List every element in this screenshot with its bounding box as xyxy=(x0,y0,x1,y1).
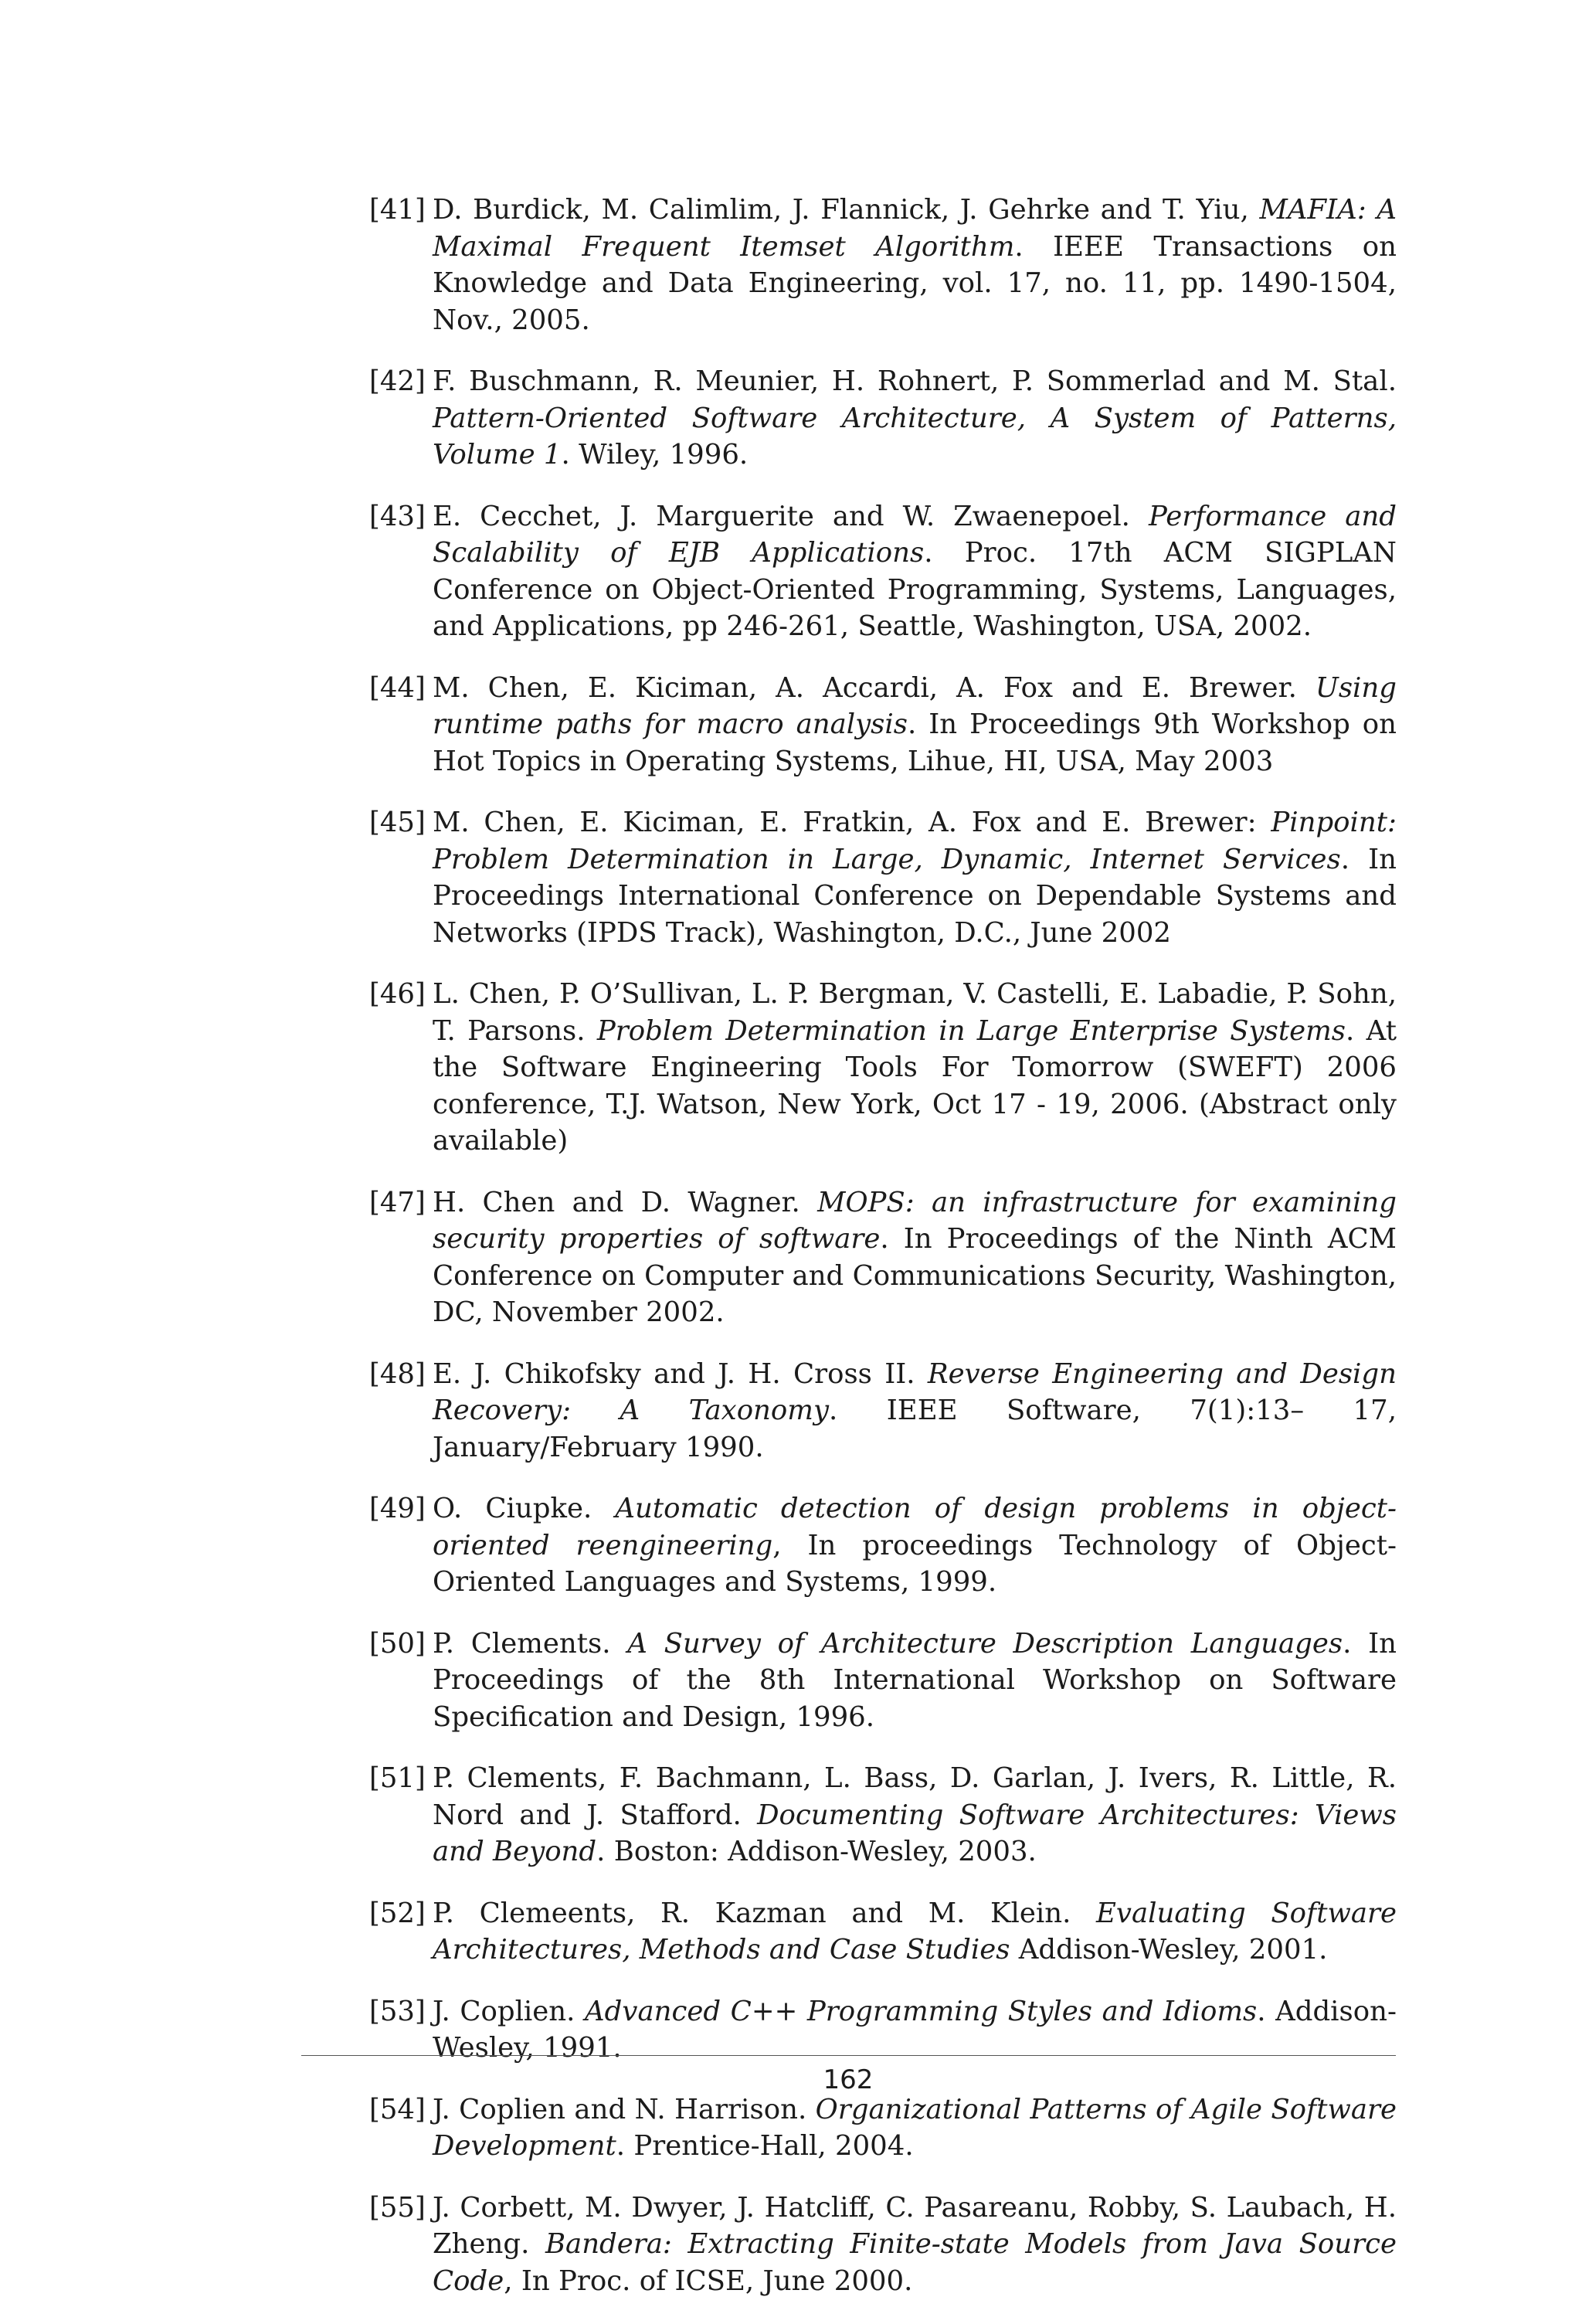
reference-title: Performance and Scalability of EJB Applications xyxy=(433,500,1397,569)
reference-details: , In Proc. of ICSE, June 2000. xyxy=(504,2265,913,2297)
reference-number: [49] xyxy=(369,1493,426,1524)
reference-number: [50] xyxy=(369,1627,426,1660)
reference-title: A Survey of Architecture Description Languages xyxy=(627,1627,1343,1660)
reference-title: Reverse Engineering and Design Recovery: A Taxonomy xyxy=(433,1357,1397,1426)
reference-details: . IEEE Transactions on Knowledge and Data Engineering, vol. 17, no. 11, pp. 1490-1504, Nov., 2005. xyxy=(433,230,1397,336)
reference-title: Problem Determination in Large Enterprise Systems xyxy=(596,1014,1346,1047)
reference-authors: P. Clements. xyxy=(433,1627,611,1660)
footer-divider xyxy=(301,2055,1396,2056)
reference-authors: O. Ciupke. xyxy=(433,1493,592,1524)
reference-details: , In proceedings Technology of Object-Oriented Languages and Systems, 1999. xyxy=(433,1529,1397,1598)
reference-title: Advanced C++ Programming Styles and Idioms xyxy=(585,1995,1258,2027)
reference-authors: E. Cecchet, J. Marguerite and W. Zwaenepoel. xyxy=(433,500,1130,532)
reference-details: . In Proceedings of the 8th International Workshop on Software Specification and Design, 1996. xyxy=(433,1627,1397,1733)
reference-number: [54] xyxy=(369,2093,426,2125)
reference-entry xyxy=(369,192,1397,338)
reference-authors: M. Chen, E. Kiciman, A. Accardi, A. Fox and E. Brewer. xyxy=(433,671,1297,704)
reference-details: . Proc. 17th ACM SIGPLAN Conference on Object-Oriented Programming, Systems, Languages, and Applications, pp 246-261, Seattle, Washington, USA, 2002. xyxy=(433,537,1397,642)
reference-number: [55] xyxy=(369,2191,426,2224)
reference-details: . IEEE Software, 7(1):13– 17, January/February 1990. xyxy=(433,1395,1397,1463)
reference-details: . Prentice-Hall, 2004. xyxy=(616,2130,914,2162)
reference-details: Addison-Wesley, 2001. xyxy=(1010,1934,1328,1966)
reference-details: . Wiley, 1996. xyxy=(561,439,749,471)
reference-details: . In Proceedings International Conference on Dependable Systems and Networks (IPDS Track), Washington, D.C., June 2002 xyxy=(433,843,1397,949)
reference-entry xyxy=(369,2190,1397,2300)
reference-entry xyxy=(369,670,1397,780)
reference-number: [43] xyxy=(369,500,426,532)
page-number: 162 xyxy=(823,2064,874,2095)
reference-authors: P. Clements, F. Bachmann, L. Bass, D. Garlan, J. Ivers, R. Little, R. Nord and J. Stafford. xyxy=(433,1762,1397,1831)
reference-entry xyxy=(369,1626,1397,1736)
reference-details: . Addison-Wesley, 1991. xyxy=(433,1995,1397,2064)
reference-details: . In Proceedings of the Ninth ACM Conference on Computer and Communications Security, Washington, DC, November 2002. xyxy=(433,1223,1397,1328)
reference-details: . In Proceedings 9th Workshop on Hot Topics in Operating Systems, Lihue, HI, USA, May 2003 xyxy=(433,708,1397,777)
reference-authors: M. Chen, E. Kiciman, E. Fratkin, A. Fox and E. Brewer: xyxy=(433,807,1257,838)
reference-number: [52] xyxy=(369,1897,426,1929)
reference-title: Documenting Software Architectures: Views and Beyond xyxy=(433,1799,1397,1867)
reference-entry xyxy=(369,976,1397,1160)
reference-number: [41] xyxy=(369,194,426,226)
reference-title: Automatic detection of design problems in object-oriented reengineering xyxy=(433,1493,1397,1561)
reference-entry xyxy=(369,1895,1397,1969)
reference-entry xyxy=(369,1490,1397,1601)
reference-number: [42] xyxy=(369,365,426,397)
reference-title: Organizational Patterns of Agile Software Development xyxy=(433,2093,1397,2162)
reference-entry xyxy=(369,1184,1397,1331)
reference-title: MOPS: an infrastructure for examining security properties of software xyxy=(433,1186,1397,1255)
reference-number: [48] xyxy=(369,1357,426,1390)
reference-number: [47] xyxy=(369,1186,426,1218)
reference-authors: E. J. Chikofsky and J. H. Cross II. xyxy=(433,1357,915,1390)
reference-title: Using runtime paths for macro analysis xyxy=(433,671,1397,740)
reference-authors: J. Coplien and N. Harrison. xyxy=(433,2093,807,2125)
reference-authors: L. Chen, P. O’Sullivan, L. P. Bergman, V. Castelli, E. Labadie, P. Sohn, T. Parsons. xyxy=(433,978,1397,1047)
reference-entry xyxy=(369,2091,1397,2165)
reference-details: . At the Software Engineering Tools For Tomorrow (SWEFT) 2006 conference, T.J. Watson, New York, Oct 17 - 19, 2006. (Abstract only available) xyxy=(433,1014,1397,1157)
reference-entry xyxy=(369,498,1397,645)
reference-entry xyxy=(369,363,1397,474)
reference-title: MAFIA: A Maximal Frequent Itemset Algorithm xyxy=(433,194,1397,263)
reference-title: Pattern-Oriented Software Architecture, A System of Patterns, Volume 1 xyxy=(433,402,1397,471)
reference-number: [53] xyxy=(369,1995,426,2027)
reference-authors: P. Clemeents, R. Kazman and M. Klein. xyxy=(433,1897,1071,1929)
reference-authors: H. Chen and D. Wagner. xyxy=(433,1186,800,1218)
reference-entry xyxy=(369,1760,1397,1870)
reference-title: Evaluating Software Architectures, Methods and Case Studies xyxy=(433,1897,1397,1966)
reference-list xyxy=(369,192,1397,2324)
reference-title: Bandera: Extracting Finite-state Models from Java Source Code xyxy=(433,2228,1397,2297)
reference-authors: F. Buschmann, R. Meunier, H. Rohnert, P. Sommerlad and M. Stal. xyxy=(433,365,1397,397)
reference-entry xyxy=(369,804,1397,951)
reference-details: . Boston: Addison-Wesley, 2003. xyxy=(596,1836,1037,1867)
reference-number: [45] xyxy=(369,807,426,838)
reference-authors: J. Corbett, M. Dwyer, J. Hatcliff, C. Pasareanu, Robby, S. Laubach, H. Zheng. xyxy=(433,2191,1397,2260)
reference-number: [44] xyxy=(369,671,426,704)
reference-number: [46] xyxy=(369,978,426,1010)
reference-title: Pinpoint: Problem Determination in Large, Dynamic, Internet Services xyxy=(433,807,1397,875)
reference-authors: J. Coplien. xyxy=(433,1995,575,2027)
reference-entry xyxy=(369,1356,1397,1466)
reference-number: [51] xyxy=(369,1762,426,1794)
reference-authors: D. Burdick, M. Calimlim, J. Flannick, J. Gehrke and T. Yiu, xyxy=(433,194,1249,226)
